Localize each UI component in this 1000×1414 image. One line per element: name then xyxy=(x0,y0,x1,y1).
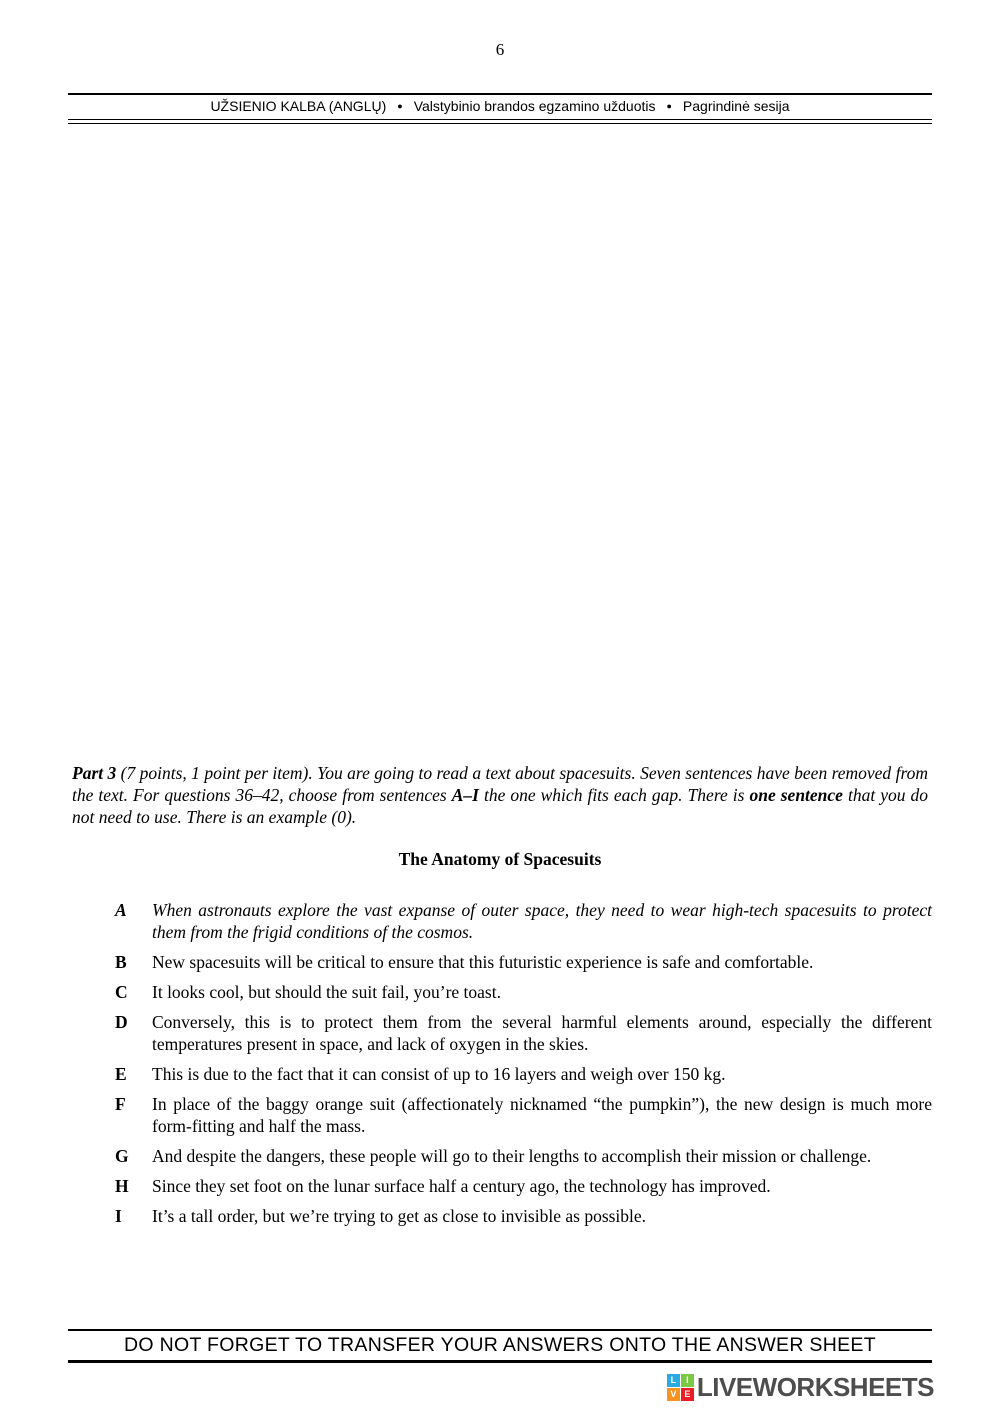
text-title: The Anatomy of Spacesuits xyxy=(398,849,602,869)
logo-tile-e: E xyxy=(681,1388,694,1401)
sentence-options-list xyxy=(72,899,932,1235)
logo-tile-v: V xyxy=(667,1388,680,1401)
part3-label: Part 3 xyxy=(72,763,117,783)
option-letter: C xyxy=(115,982,128,1002)
header-exam-title: Valstybinio brandos egzamino užduotis xyxy=(413,98,656,114)
sentence-option-h xyxy=(72,1175,932,1197)
option-text: It’s a tall order, but we’re trying to get as close to invisible as possible. xyxy=(152,1206,647,1226)
part3-intro-text-1: (7 points, 1 point per item). You are going to read a text about spacesuits. Seven sentences have been removed from the text. For questions 36–42, choose from sentences xyxy=(72,763,928,805)
option-letter: G xyxy=(115,1146,129,1166)
footer-rule-bottom xyxy=(68,1360,932,1363)
option-text: Since they set foot on the lunar surface half a century ago, the technology has improved. xyxy=(152,1176,771,1196)
part3-intro-text-2: the one which fits each gap. There is xyxy=(478,785,750,805)
part3-one-sentence: one sentence xyxy=(749,785,843,805)
exam-header xyxy=(68,98,932,114)
option-text: It looks cool, but should the suit fail, you’re toast. xyxy=(152,982,501,1002)
option-letter: F xyxy=(115,1094,126,1114)
option-letter: A xyxy=(115,900,127,920)
header-session: Pagrindinė sesija xyxy=(682,98,790,114)
liveworksheets-logo[interactable] xyxy=(667,1372,934,1403)
header-rule-bottom-2 xyxy=(68,123,932,124)
part3-instructions xyxy=(72,762,928,828)
bullet-icon: ● xyxy=(666,101,672,111)
sentence-option-a xyxy=(72,899,932,943)
option-text: In place of the baggy orange suit (affectionately nicknamed “the pumpkin”), the new design is much more form-fitting and half the mass. xyxy=(152,1094,932,1136)
sentence-option-c xyxy=(72,981,932,1003)
option-letter: I xyxy=(115,1206,122,1226)
part3-range-a-i: A–I xyxy=(451,785,479,805)
logo-tile-i: I xyxy=(681,1374,694,1387)
option-text: New spacesuits will be critical to ensure that this futuristic experience is safe and comfortable. xyxy=(152,952,814,972)
sentence-option-i xyxy=(72,1205,932,1227)
sentence-option-d xyxy=(72,1011,932,1055)
header-subject: UŽSIENIO KALBA (ANGLŲ) xyxy=(210,98,387,114)
bullet-icon: ● xyxy=(397,101,403,111)
page-number: 6 xyxy=(495,40,505,59)
blank-content-area xyxy=(72,130,928,750)
option-letter: D xyxy=(115,1012,128,1032)
option-text: Conversely, this is to protect them from the several harmful elements around, especially the different temperatures present in space, and lack of oxygen in the skies. xyxy=(152,1012,932,1054)
header-rule-bottom-1 xyxy=(68,119,932,120)
logo-wordmark: LIVEWORKSHEETS xyxy=(696,1372,934,1402)
logo-tile-l: L xyxy=(667,1374,680,1387)
sentence-option-f xyxy=(72,1093,932,1137)
sentence-option-g xyxy=(72,1145,932,1167)
footer-rule-top xyxy=(68,1329,932,1331)
liveworksheets-logo-icon xyxy=(667,1374,694,1401)
sentence-option-e xyxy=(72,1063,932,1085)
option-text: This is due to the fact that it can consist of up to 16 layers and weigh over 150 kg. xyxy=(152,1064,726,1084)
option-text: When astronauts explore the vast expanse of outer space, they need to wear high-tech spacesuits to protect them from the frigid conditions of the cosmos. xyxy=(152,900,932,942)
footer-notice: DO NOT FORGET TO TRANSFER YOUR ANSWERS ONTO THE ANSWER SHEET xyxy=(124,1334,876,1356)
option-letter: H xyxy=(115,1176,129,1196)
option-letter: E xyxy=(115,1064,127,1084)
part3-intro-text-3: that you do not need to use. There is an example (0). xyxy=(72,785,928,827)
sentence-option-b xyxy=(72,951,932,973)
header-rule-top xyxy=(68,93,932,95)
option-text: And despite the dangers, these people will go to their lengths to accomplish their mission or challenge. xyxy=(152,1146,872,1166)
option-letter: B xyxy=(115,952,127,972)
